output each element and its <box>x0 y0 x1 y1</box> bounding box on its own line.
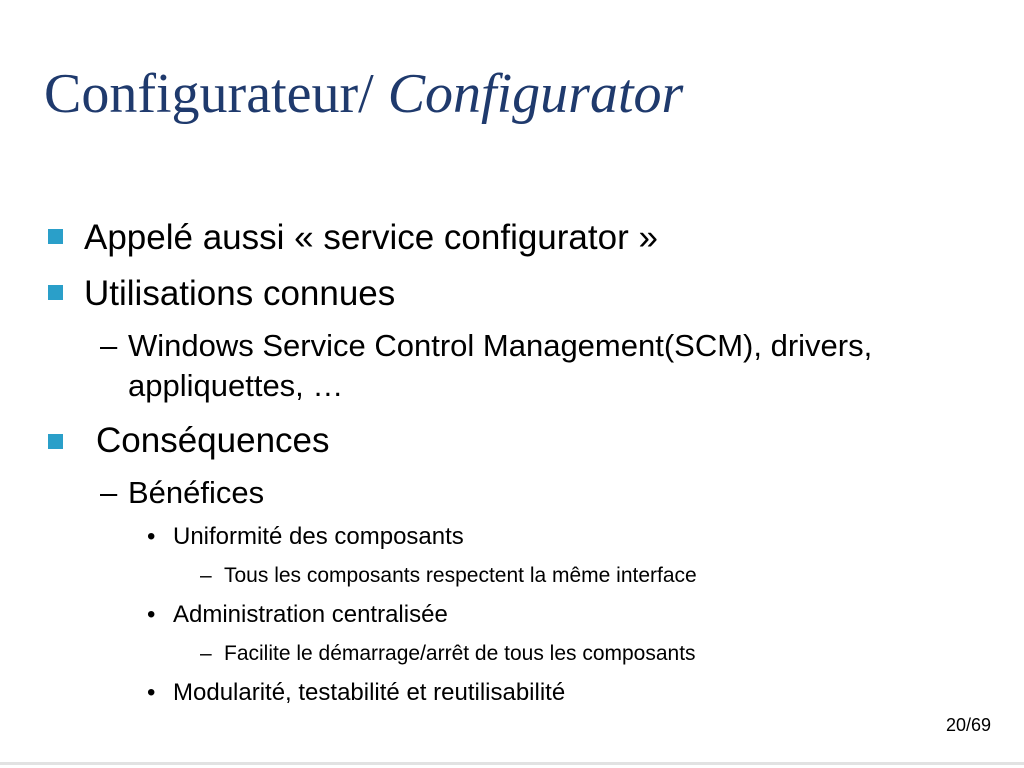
item-administration: Administration centralisée <box>173 601 448 628</box>
page-number: 20/69 <box>946 715 992 735</box>
dot-marker: • <box>147 679 156 706</box>
bullet-consequences: Conséquences <box>96 421 330 460</box>
slide-title <box>44 63 684 125</box>
bullet-appele-aussi: Appelé aussi « service configurator » <box>84 218 658 257</box>
sub-bullet-windows-scm-line-1: Windows Service Control Management(SCM), drivers, <box>128 328 873 363</box>
dash-marker: – <box>100 328 118 363</box>
detail-facilite: Facilite le démarrage/arrêt de tous les composants <box>224 642 696 665</box>
slide-title-italic: Configurator <box>387 63 684 125</box>
dash-marker: – <box>100 475 118 510</box>
dash-marker: – <box>200 564 212 587</box>
dot-marker: • <box>147 523 156 550</box>
detail-tous-les-composants: Tous les composants respectent la même interface <box>224 564 697 587</box>
square-bullet-icon <box>48 229 63 244</box>
dash-marker: – <box>200 642 212 665</box>
sub-bullet-windows-scm-line-2: appliquettes, … <box>128 368 344 403</box>
dot-marker: • <box>147 601 156 628</box>
sub-bullet-benefices: Bénéfices <box>128 475 265 510</box>
bottom-divider <box>0 762 1024 765</box>
item-uniformite: Uniformité des composants <box>173 523 464 550</box>
item-modularite: Modularité, testabilité et reutilisabilité <box>173 679 566 706</box>
square-bullet-icon <box>48 434 63 449</box>
bullet-utilisations-connues: Utilisations connues <box>84 274 396 313</box>
square-bullet-icon <box>48 285 63 300</box>
slide-title-main: Configurateur/ <box>44 63 388 125</box>
